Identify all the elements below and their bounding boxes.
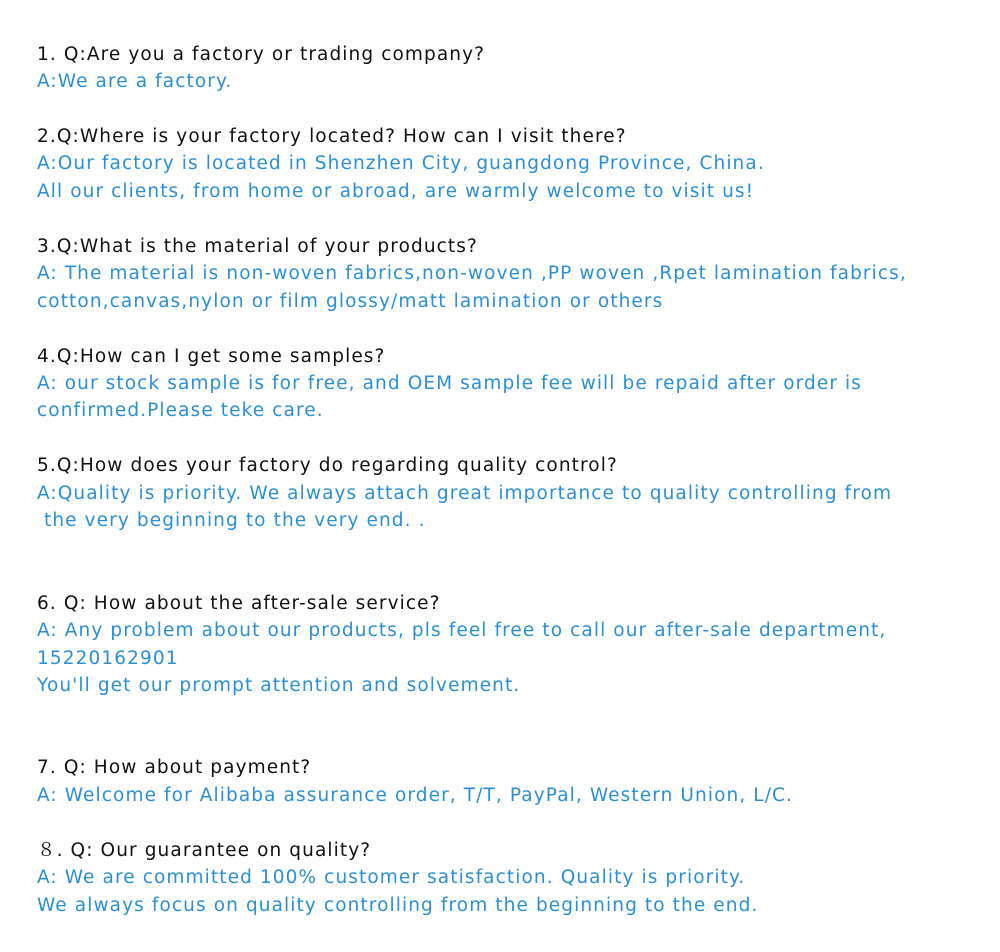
- faq-answer-6-line-1: A: Any problem about our products, pls feel free to call our after-sale department,: [37, 620, 887, 641]
- faq-answer-3-line-2: cotton,canvas,nylon or film glossy/matt lamination or others: [37, 291, 664, 312]
- faq-answer-7-line-1: A: Welcome for Alibaba assurance order, T/T, PayPal, Western Union, L/C.: [37, 785, 794, 806]
- faq-answer-4-line-1: A: our stock sample is for free, and OEM sample fee will be repaid after order is: [37, 373, 862, 394]
- faq-question-1: 1. Q:Are you a factory or trading company?: [37, 44, 486, 65]
- faq-question-8: ８. Q: Our guarantee on quality?: [37, 840, 372, 861]
- faq-answer-6-line-3: You'll get our prompt attention and solvement.: [37, 675, 521, 696]
- faq-answer-2-line-2: All our clients, from home or abroad, are warmly welcome to visit us!: [37, 181, 755, 202]
- faq-answer-3-line-1: A: The material is non-woven fabrics,non-woven ,PP woven ,Rpet lamination fabrics,: [37, 263, 907, 284]
- faq-answer-6-phone: 15220162901: [37, 648, 179, 669]
- faq-question-7: 7. Q: How about payment?: [37, 757, 312, 778]
- faq-answer-2-line-1: A:Our factory is located in Shenzhen City, guangdong Province, China.: [37, 153, 765, 174]
- faq-answer-5-line-1: A:Quality is priority. We always attach great importance to quality controlling from: [37, 483, 893, 504]
- faq-answer-5-line-2: the very beginning to the very end. .: [37, 510, 426, 531]
- faq-question-2: 2.Q:Where is your factory located? How can I visit there?: [37, 126, 627, 147]
- faq-question-3: 3.Q:What is the material of your products?: [37, 236, 478, 257]
- faq-question-5: 5.Q:How does your factory do regarding quality control?: [37, 455, 618, 476]
- faq-answer-4-line-2: confirmed.Please teke care.: [37, 400, 324, 421]
- faq-question-4: 4.Q:How can I get some samples?: [37, 346, 386, 367]
- faq-answer-8-line-2: We always focus on quality controlling from the beginning to the end.: [37, 895, 759, 916]
- faq-answer-1-line-1: A:We are a factory.: [37, 71, 233, 92]
- faq-answer-8-line-1: A: We are committed 100% customer satisfaction. Quality is priority.: [37, 867, 746, 888]
- faq-question-6: 6. Q: How about the after-sale service?: [37, 593, 441, 614]
